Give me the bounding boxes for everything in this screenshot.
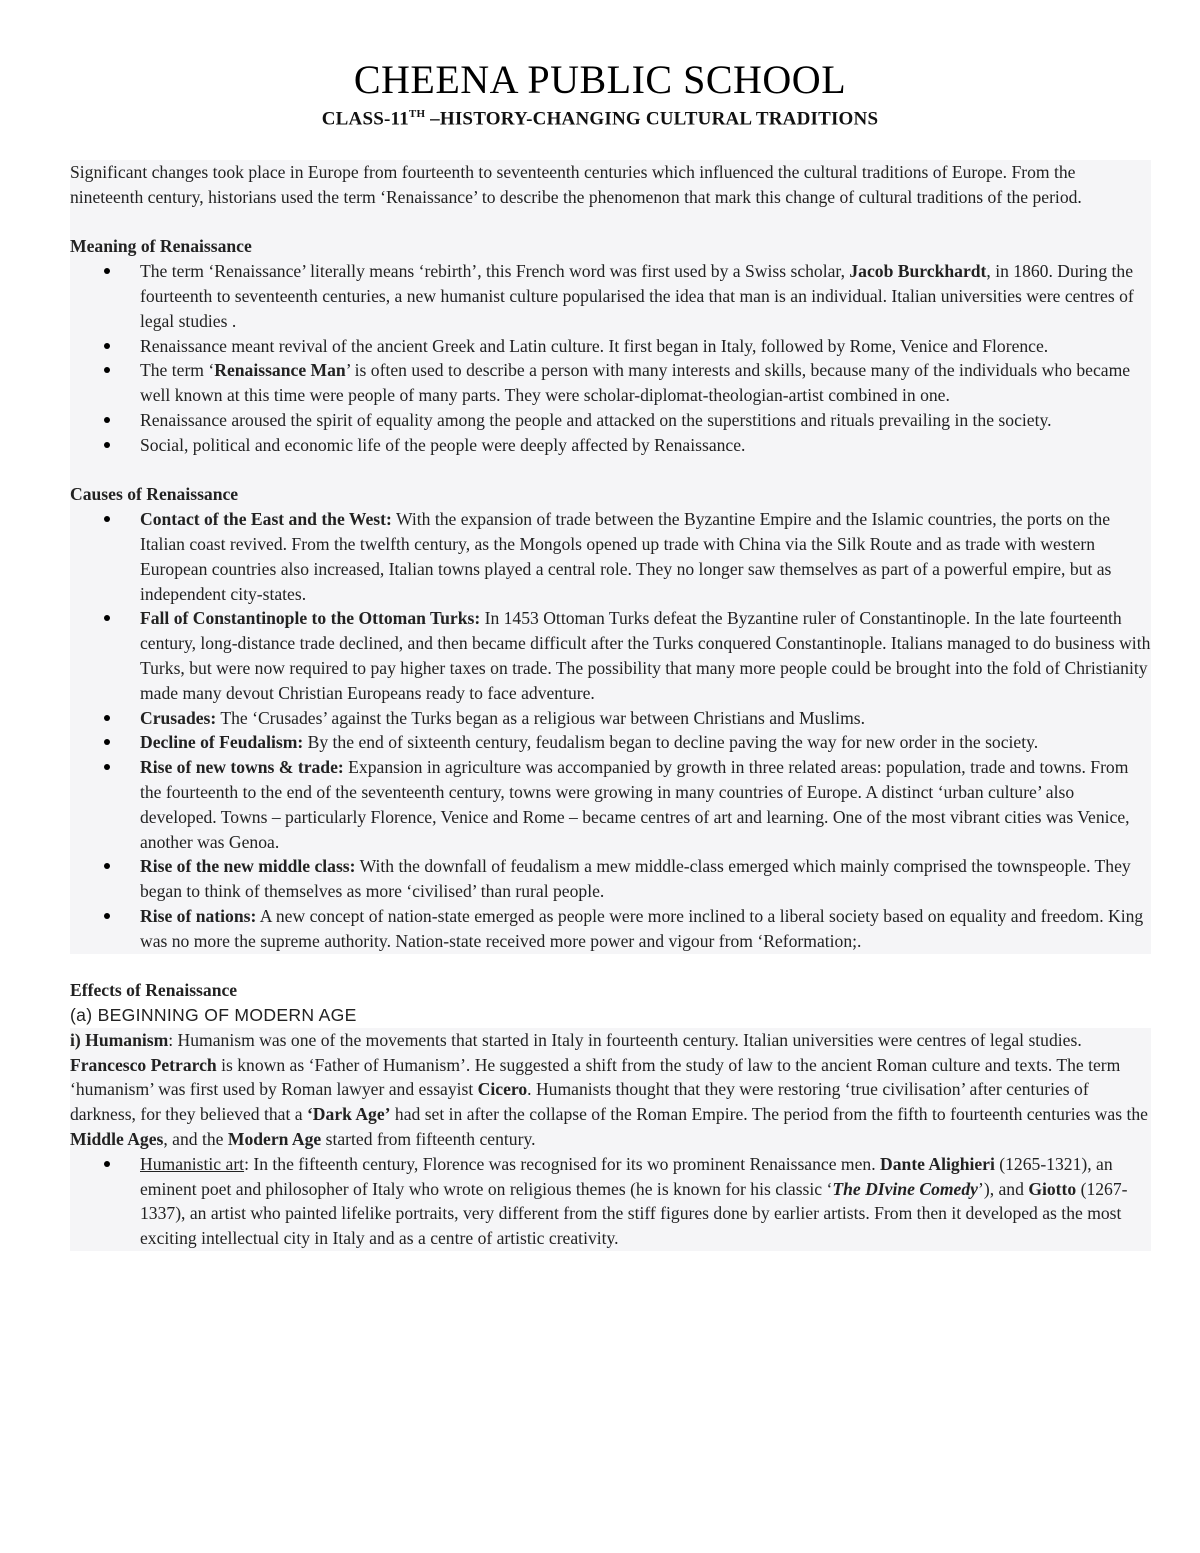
text: , in 1860. During the fourteenth to seventeenth centuries, a new humanist culture popularised the idea that man is an individual. Italian universities were centres of legal studies . [140,261,1134,331]
bold-text: Rise of nations: [140,905,257,926]
class-superscript: TH [408,108,426,120]
spacer [70,210,1151,235]
effects-list [70,1152,1151,1251]
shaded-region [70,160,1151,954]
bold-text: Fall of Constantinople to the Ottoman Turks: [140,608,481,629]
text: is known as ‘Father of Humanism’. He suggested a shift from the study of law to the ancient Roman culture and texts. The term ‘humanism’ was first used by Roman lawyer and essayist [70,1054,1121,1100]
document-body [70,160,1155,1251]
shaded-region [70,1028,1151,1251]
bold-text: Francesco Petrarch [70,1054,217,1075]
text: Expansion in agriculture was accompanied by growth in three related areas: population, trade and towns. From the fourteenth to the end of the seventeenth century, towns were growing in many countries of Europe. A distinct ‘urban culture’ also developed. Towns – particularly Florence, Venice and Rome – became centres of art and learning. One of the most vibrant cities was Venice, another was Genoa. [140,757,1130,852]
causes-list [70,507,1151,953]
page-header [0,0,1200,130]
list-item [140,706,1151,731]
text: : Humanism was one of the movements that started in Italy in fourteenth century. Italian universities were centres of legal studies. [168,1029,1082,1050]
list-item [140,433,1151,458]
text: Renaissance aroused the spirit of equality among the people and attacked on the superstitions and rituals prevailing in the society. [140,409,1052,430]
text: Renaissance meant revival of the ancient Greek and Latin culture. It first began in Italy, followed by Rome, Venice and Florence. [140,335,1049,356]
text: , and the [163,1129,228,1150]
spacer [70,954,1155,979]
list-item [140,755,1151,854]
class-prefix: CLASS-11 [321,108,409,130]
meaning-list [70,259,1151,457]
text: By the end of sixteenth century, feudalism began to decline paving the way for new order in the society. [303,732,1039,753]
list-item [140,358,1151,408]
bold-text: Jacob Burckhardt [849,261,987,282]
bold-text: ‘Dark Age’ [306,1104,391,1125]
effects-heading: Effects of Renaissance [70,980,238,1001]
school-title: CHEENA PUBLIC SCHOOL [353,57,847,102]
bold-text: Decline of Feudalism: [140,732,304,753]
bold-text: i) Humanism [70,1029,169,1050]
list-item [140,1152,1151,1251]
text: had set in after the collapse of the Roman Empire. The period from the fifth to fourteenth centuries was the [390,1104,1148,1125]
text: The ‘Crusades’ against the Turks began as a religious war between Christians and Muslims. [216,707,865,728]
bold-italic-text: The DIvine Comedy [832,1178,978,1199]
humanism-paragraph [70,1028,1151,1152]
list-item [140,507,1151,606]
text: The term ‘Renaissance’ literally means ‘rebirth’, this French word was first used by a Swiss scholar, [140,261,850,282]
list-item [140,259,1151,333]
bold-text: Middle Ages [70,1129,164,1150]
meaning-heading: Meaning of Renaissance [70,236,252,257]
text: With the downfall of feudalism a mew middle-class emerged which mainly comprised the townspeople. They began to think of themselves as more ‘civilised’ than rural people. [140,856,1131,902]
list-item [140,854,1151,904]
text: . Humanists thought that they were restoring ‘true civilisation’ after centuries of darkness, for they believed that a [70,1079,1089,1125]
text: (1265-1321), an eminent poet and philosopher of Italy who wrote on religious themes (he is known for his classic ‘ [140,1153,1113,1199]
intro-paragraph: Significant changes took place in Europe from fourteenth to seventeenth centuries which influenced the cultural traditions of Europe. From the nineteenth century, historians used the term ‘Renaissance’ to describe the phenomenon that mark this change of cultural traditions of the period. [70,162,1082,207]
text: ’ is often used to describe a person with many interests and skills, because many of the individuals who became well known at this time were people of many parts. They were scholar-diplomat-theologian-artist combined in one. [140,360,1131,406]
text: ’), and [977,1178,1029,1199]
spacer [70,458,1151,483]
list-item [140,334,1151,359]
bold-text: Renaissance Man [214,360,346,381]
text: : In the fifteenth century, Florence was recognised for its wo prominent Renaissance men. [244,1153,881,1174]
bold-text: Dante Alighieri [880,1153,995,1174]
underlined-text: Humanistic art [140,1153,245,1174]
text: The term ‘ [140,360,215,381]
text: (1267-1337), an artist who painted lifelike portraits, very different from the stiff figures done by earlier artists. From then it developed as the most exciting intellectual city in Italy and as a centre of artistic creativity. [140,1178,1128,1249]
causes-heading: Causes of Renaissance [70,484,239,505]
bold-text: Giotto [1028,1178,1077,1199]
class-subtitle [0,108,1200,130]
list-item [140,408,1151,433]
bold-text: Crusades: [140,707,217,728]
bold-text: Modern Age [227,1129,322,1150]
class-suffix: –HISTORY-CHANGING CULTURAL TRADITIONS [425,108,879,130]
modern-age-subheading: (a) BEGINNING OF MODERN AGE [70,1005,357,1026]
text: started from fifteenth century. [321,1129,536,1150]
list-item [140,730,1151,755]
list-item [140,606,1151,705]
bold-text: Rise of the new middle class: [140,856,356,877]
text: With the expansion of trade between the Byzantine Empire and the Islamic countries, the ports on the Italian coast revived. From the twelfth century, as the Mongols opened up trade with China via the Silk Route and as trade with western European countries also increased, Italian towns played a central role. They no longer saw themselves as part of a powerful empire, but as independent city-states. [140,509,1112,604]
bold-text: Rise of new towns & trade: [140,757,344,778]
text: Social, political and economic life of the people were deeply affected by Renaissance. [140,434,746,455]
text: In 1453 Ottoman Turks defeat the Byzantine ruler of Constantinople. In the late fourteenth century, long-distance trade declined, and then became difficult after the Turks conquered Constantinople. Italians managed to do business with Turks, but were now required to pay higher taxes on trade. The possibility that many more people could be brought into the fold of Christianity made many devout Christian Europeans ready to face adventure. [140,608,1151,703]
bold-text: Contact of the East and the West: [140,509,392,530]
text: A new concept of nation-state emerged as people were more inclined to a liberal society based on equality and freedom. King was no more the supreme authority. Nation-state received more power and vigour from ‘Reformation;. [140,905,1144,951]
bold-text: Cicero [477,1079,528,1100]
list-item [140,904,1151,954]
